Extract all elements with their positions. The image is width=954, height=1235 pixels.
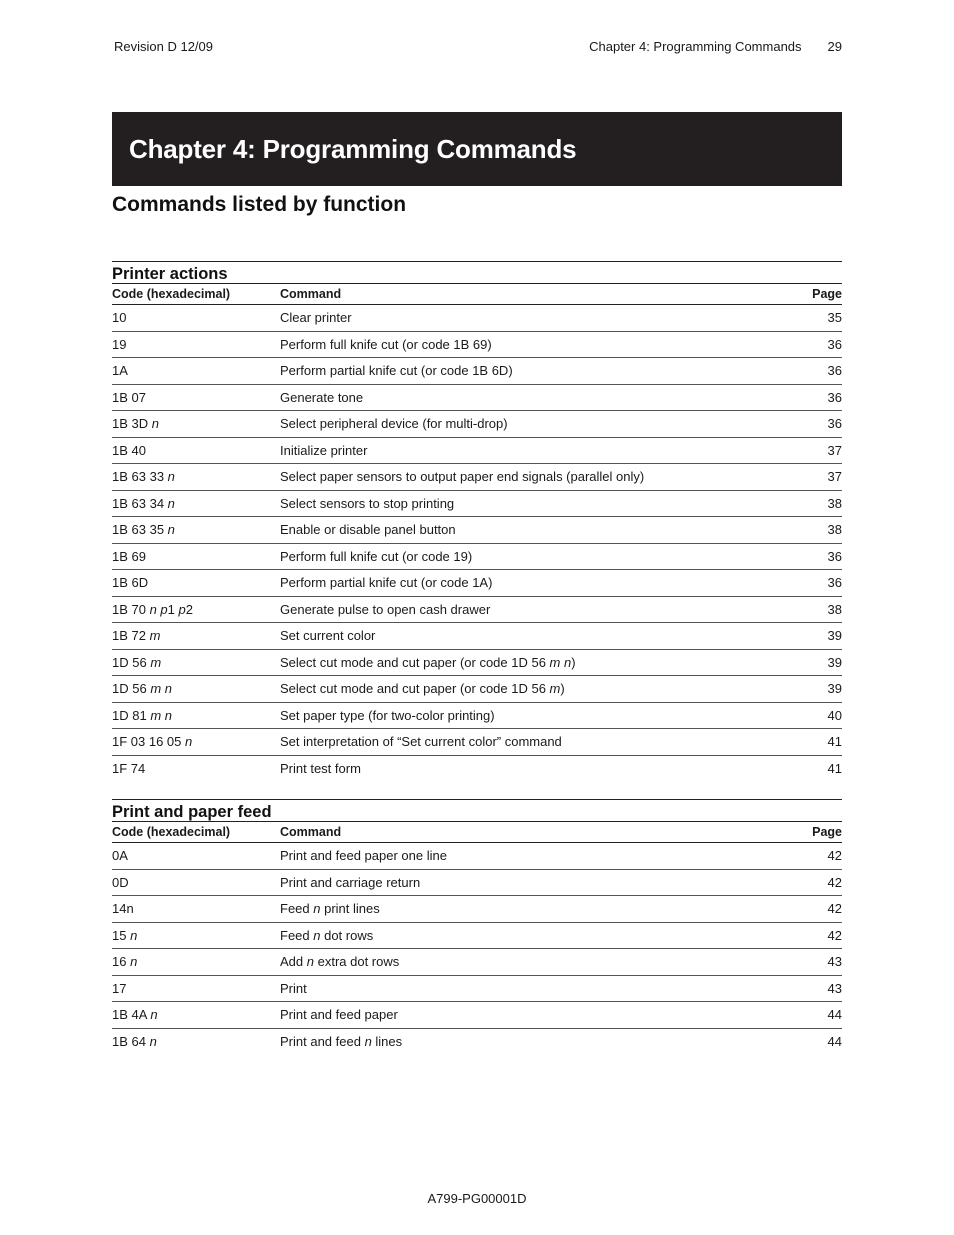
cell-command: Feed n print lines [280, 901, 380, 917]
table-row [112, 517, 842, 544]
column-header-page: Page [812, 287, 842, 301]
cell-code: 15 n [112, 927, 138, 943]
table-header [112, 821, 842, 843]
cell-code: 0A [112, 848, 128, 864]
cell-code: 17 [112, 980, 127, 996]
table-row [112, 332, 842, 359]
cell-page: 36 [827, 336, 842, 352]
cell-code: 1B 69 [112, 548, 146, 564]
cell-page: 37 [827, 442, 842, 458]
table-row [112, 411, 842, 438]
cell-page: 38 [827, 601, 842, 617]
cell-command: Perform full knife cut (or code 19) [280, 548, 473, 564]
cell-page: 38 [827, 495, 842, 511]
cell-command: Perform full knife cut (or code 1B 69) [280, 336, 492, 352]
cell-command: Initialize printer [280, 442, 368, 458]
cell-page: 37 [827, 469, 842, 485]
cell-command: Perform partial knife cut (or code 1A) [280, 575, 493, 591]
cell-page: 42 [827, 848, 842, 864]
cell-command: Print and carriage return [280, 874, 421, 890]
cell-code: 1B 72 m [112, 628, 161, 644]
table-row [112, 385, 842, 412]
table-row [112, 676, 842, 703]
cell-code: 1D 81 m n [112, 707, 172, 723]
section-print-and-paper-feed [112, 799, 842, 1055]
cell-command: Select paper sensors to output paper end signals (parallel only) [280, 469, 645, 485]
table-row [112, 597, 842, 624]
cell-page: 36 [827, 363, 842, 379]
cell-code: 1B 3D n [112, 416, 159, 432]
cell-code: 1F 03 16 05 n [112, 734, 193, 750]
cell-page: 44 [827, 1034, 842, 1050]
cell-command: Feed n dot rows [280, 927, 374, 943]
cell-code: 1B 63 34 n [112, 495, 175, 511]
cell-page: 41 [827, 761, 842, 777]
table-body [112, 843, 842, 1055]
cell-code: 1B 64 n [112, 1034, 157, 1050]
cell-command: Perform partial knife cut (or code 1B 6D) [280, 363, 513, 379]
cell-code: 14n [112, 901, 134, 917]
table-row [112, 623, 842, 650]
cell-page: 36 [827, 389, 842, 405]
cell-command: Set interpretation of “Set current color” command [280, 734, 562, 750]
table-row [112, 491, 842, 518]
cell-command: Select peripheral device (for multi-drop) [280, 416, 508, 432]
cell-command: Print test form [280, 761, 361, 777]
table-row [112, 544, 842, 571]
cell-page: 43 [827, 954, 842, 970]
cell-command: Set paper type (for two-color printing) [280, 707, 495, 723]
chapter-banner [112, 112, 842, 186]
cell-code: 1D 56 m n [112, 681, 172, 697]
cell-command: Enable or disable panel button [280, 522, 456, 538]
cell-page: 39 [827, 628, 842, 644]
cell-command: Print [280, 980, 307, 996]
table-row [112, 438, 842, 465]
table-row [112, 870, 842, 897]
cell-page: 39 [827, 681, 842, 697]
cell-page: 40 [827, 707, 842, 723]
table-row [112, 976, 842, 1003]
cell-command: Select cut mode and cut paper (or code 1D 56 m n) [280, 654, 576, 670]
cell-command: Set current color [280, 628, 376, 644]
cell-page: 39 [827, 654, 842, 670]
cell-code: 1B 07 [112, 389, 146, 405]
cell-code: 1B 63 33 n [112, 469, 175, 485]
cell-code: 1B 40 [112, 442, 146, 458]
cell-command: Print and feed paper one line [280, 848, 447, 864]
cell-page: 36 [827, 416, 842, 432]
cell-code: 0D [112, 874, 129, 890]
table-row [112, 703, 842, 730]
table-row [112, 570, 842, 597]
cell-code: 1B 70 n p1 p2 [112, 601, 193, 617]
cell-command: Generate tone [280, 389, 364, 405]
chapter-title: Chapter 4: Programming Commands [129, 133, 577, 164]
table-row [112, 843, 842, 870]
footer-doc-id: A799-PG00001D [427, 1191, 527, 1206]
cell-command: Add n extra dot rows [280, 954, 400, 970]
section-printer-actions [112, 261, 842, 782]
column-header-page: Page [812, 825, 842, 839]
column-header-code: Code (hexadecimal) [112, 825, 231, 839]
cell-page: 35 [827, 310, 842, 326]
table-row [112, 756, 842, 783]
header-revision: Revision D 12/09 [114, 39, 213, 54]
cell-code: 1B 4A n [112, 1007, 158, 1023]
table-row [112, 650, 842, 677]
cell-page: 36 [827, 548, 842, 564]
cell-page: 43 [827, 980, 842, 996]
table-row [112, 923, 842, 950]
cell-page: 42 [827, 874, 842, 890]
cell-page: 44 [827, 1007, 842, 1023]
table-row [112, 896, 842, 923]
table-row [112, 358, 842, 385]
section-title: Print and paper feed [112, 799, 842, 821]
table-row [112, 729, 842, 756]
cell-command: Select sensors to stop printing [280, 495, 455, 511]
cell-page: 36 [827, 575, 842, 591]
table-row [112, 305, 842, 332]
section-title: Printer actions [112, 261, 842, 283]
header-chapter: Chapter 4: Programming Commands [589, 39, 802, 54]
cell-code: 1B 63 35 n [112, 522, 175, 538]
cell-command: Clear printer [280, 310, 352, 326]
column-header-command: Command [280, 287, 342, 301]
table-header [112, 283, 842, 305]
cell-code: 1B 6D [112, 575, 149, 591]
header-page-number: 29 [827, 39, 842, 54]
header-right [589, 39, 842, 54]
cell-page: 42 [827, 901, 842, 917]
cell-code: 1F 74 [112, 761, 146, 777]
cell-command: Print and feed n lines [280, 1034, 403, 1050]
cell-page: 38 [827, 522, 842, 538]
cell-command: Generate pulse to open cash drawer [280, 601, 491, 617]
column-header-code: Code (hexadecimal) [112, 287, 231, 301]
table-row [112, 1002, 842, 1029]
table-row [112, 949, 842, 976]
table-row [112, 464, 842, 491]
page-subtitle: Commands listed by function [112, 193, 407, 216]
table-row [112, 1029, 842, 1056]
column-header-command: Command [280, 825, 342, 839]
cell-command: Print and feed paper [280, 1007, 398, 1023]
cell-page: 42 [827, 927, 842, 943]
cell-code: 16 n [112, 954, 138, 970]
cell-code: 10 [112, 310, 127, 326]
cell-code: 1D 56 m [112, 654, 162, 670]
cell-code: 19 [112, 336, 127, 352]
table-body [112, 305, 842, 782]
cell-page: 41 [827, 734, 842, 750]
cell-code: 1A [112, 363, 128, 379]
cell-command: Select cut mode and cut paper (or code 1D 56 m) [280, 681, 565, 697]
